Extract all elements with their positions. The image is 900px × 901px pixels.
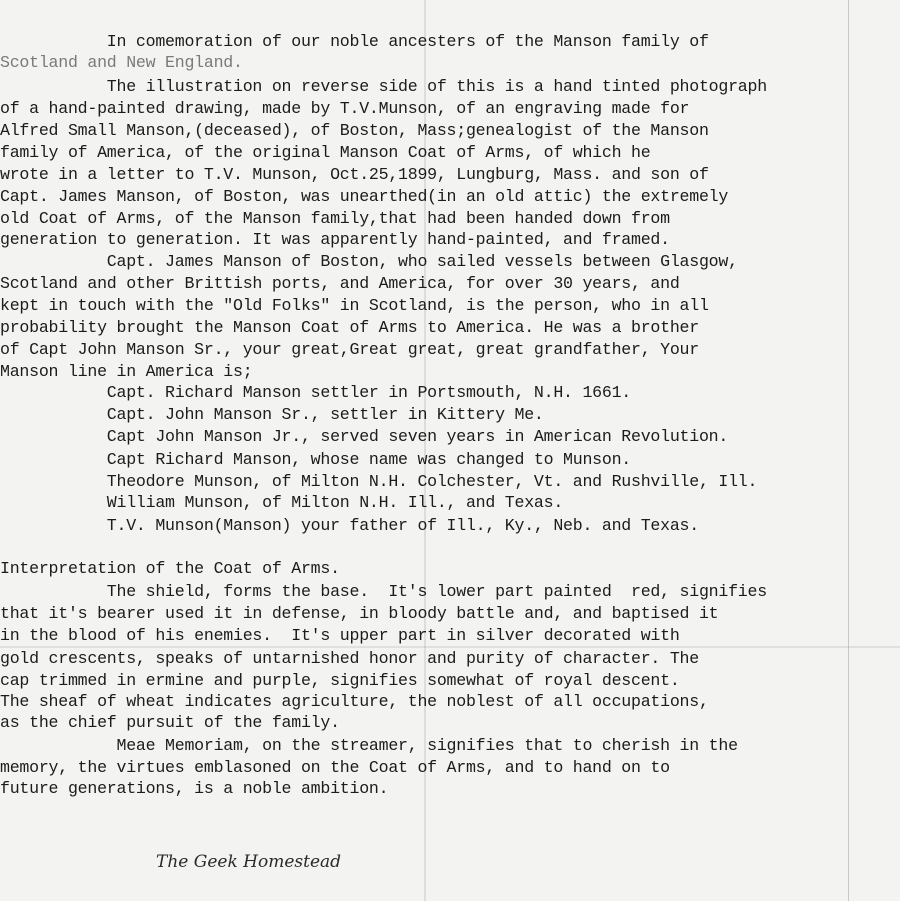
text-line: Meae Memoriam, on the streamer, signifies that to cherish in the (0, 736, 738, 755)
text-line: generation to generation. It was apparently hand-painted, and framed. (0, 230, 670, 249)
paper-edge (848, 0, 849, 901)
text-line: in the blood of his enemies. It's upper part in silver decorated with (0, 626, 680, 645)
text-line: Manson line in America is; (0, 362, 253, 381)
text-line: Capt. James Manson, of Boston, was unearthed(in an old attic) the extremely (0, 187, 729, 206)
text-line: memory, the virtues emblasoned on the Coat of Arms, and to hand on to (0, 758, 670, 777)
text-line: wrote in a letter to T.V. Munson, Oct.25,1899, Lungburg, Mass. and son of (0, 165, 709, 184)
text-line: family of America, of the original Manson Coat of Arms, of which he (0, 143, 651, 162)
text-line: The shield, forms the base. It's lower part painted red, signifies (0, 582, 767, 601)
text-line: Capt. John Manson Sr., settler in Kittery Me. (0, 405, 544, 424)
text-line: cap trimmed in ermine and purple, signifies somewhat of royal descent. (0, 671, 680, 690)
text-line: Capt. James Manson of Boston, who sailed vessels between Glasgow, (0, 252, 738, 271)
text-line: Scotland and New England. (0, 53, 243, 72)
text-line: Capt. Richard Manson settler in Portsmouth, N.H. 1661. (0, 383, 632, 402)
text-line: In comemoration of our noble ancesters of the Manson family of (0, 32, 709, 51)
text-line: T.V. Munson(Manson) your father of Ill., Ky., Neb. and Texas. (0, 516, 699, 535)
text-line: Theodore Munson, of Milton N.H. Colchester, Vt. and Rushville, Ill. (0, 472, 758, 491)
text-line: as the chief pursuit of the family. (0, 713, 340, 732)
text-line: of Capt John Manson Sr., your great,Great great, great grandfather, Your (0, 340, 699, 359)
text-line: old Coat of Arms, of the Manson family,that had been handed down from (0, 209, 670, 228)
text-line: kept in touch with the "Old Folks" in Scotland, is the person, who in all (0, 296, 709, 315)
text-line: Capt John Manson Jr., served seven years in American Revolution. (0, 427, 729, 446)
text-line: Alfred Small Manson,(deceased), of Boston, Mass;genealogist of the Manson (0, 121, 709, 140)
text-line: probability brought the Manson Coat of Arms to America. He was a brother (0, 318, 699, 337)
text-line: Capt Richard Manson, whose name was changed to Munson. (0, 450, 632, 469)
text-line: of a hand-painted drawing, made by T.V.Munson, of an engraving made for (0, 99, 690, 118)
section-heading: Interpretation of the Coat of Arms. (0, 559, 340, 578)
text-line: future generations, is a noble ambition. (0, 779, 389, 798)
text-line: gold crescents, speaks of untarnished honor and purity of character. The (0, 649, 699, 668)
text-line: William Munson, of Milton N.H. Ill., and Texas. (0, 493, 564, 512)
text-line: The sheaf of wheat indicates agriculture, the noblest of all occupations, (0, 692, 709, 711)
text-line: that it's bearer used it in defense, in bloody battle and, and baptised it (0, 604, 719, 623)
watermark: The Geek Homestead (156, 852, 342, 872)
text-line: The illustration on reverse side of this is a hand tinted photograph (0, 77, 767, 96)
text-line: Scotland and other Brittish ports, and America, for over 30 years, and (0, 274, 680, 293)
